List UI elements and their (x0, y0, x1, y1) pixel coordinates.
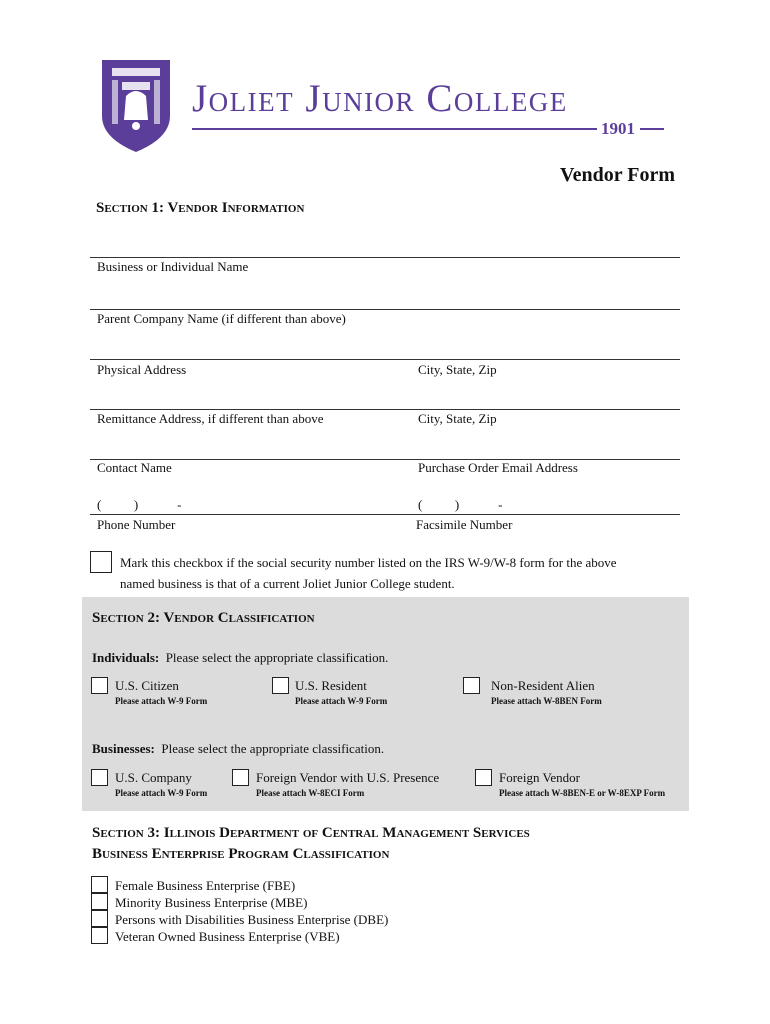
student-checkbox[interactable] (90, 551, 112, 573)
parent-company-field[interactable] (90, 328, 680, 356)
us-company-checkbox[interactable] (91, 769, 108, 786)
foreign-vendor-us-presence-note: Please attach W-8ECI Form (256, 788, 365, 798)
contact-name-field[interactable] (90, 477, 410, 495)
individuals-bold: Individuals: (92, 650, 160, 665)
field-rule (90, 409, 680, 410)
college-seal-logo (98, 56, 174, 154)
phone-label: Phone Number (97, 517, 176, 532)
businesses-instruction (92, 741, 384, 757)
section3-heading-line1: Section 3: Illinois Department of Central Management Services (92, 825, 530, 841)
mbe-label: Minority Business Enterprise (MBE) (115, 895, 308, 910)
mbe-checkbox[interactable] (91, 893, 108, 910)
field-rule (90, 257, 680, 258)
remittance-address-label: Remittance Address, if different than above (97, 411, 324, 426)
form-title: Vendor Form (560, 164, 675, 186)
vbe-checkbox[interactable] (91, 927, 108, 944)
student-checkbox-text-line1: Mark this checkbox if the social security number listed on the IRS W-9/W-8 form for the above (120, 555, 617, 570)
field-rule (90, 359, 680, 360)
section2-heading: Section 2: Vendor Classification (92, 610, 315, 626)
foreign-vendor-note: Please attach W-8BEN-E or W-8EXP Form (499, 788, 666, 798)
foreign-vendor-label: Foreign Vendor (499, 770, 581, 785)
us-company-label: U.S. Company (115, 770, 192, 785)
city-state-zip-field[interactable] (415, 378, 680, 406)
logo-rule (192, 128, 597, 130)
fbe-label: Female Business Enterprise (FBE) (115, 878, 296, 893)
individuals-text: Please select the appropriate classification. (165, 650, 389, 665)
us-citizen-checkbox[interactable] (91, 677, 108, 694)
contact-name-label: Contact Name (97, 460, 172, 475)
fbe-checkbox[interactable] (91, 876, 108, 893)
individuals-instruction (92, 650, 388, 666)
remittance-address-field[interactable] (90, 428, 410, 456)
field-rule (90, 459, 680, 460)
student-checkbox-text-line2: named business is that of a current Joliet Junior College student. (120, 576, 455, 591)
remittance-city-state-zip-field[interactable] (415, 428, 680, 456)
college-name: Joliet Junior College (192, 77, 568, 120)
po-email-label: Purchase Order Email Address (418, 460, 578, 475)
city-state-zip-label: City, State, Zip (418, 362, 497, 377)
field-rule (90, 309, 680, 310)
physical-address-label: Physical Address (97, 362, 187, 377)
us-resident-checkbox[interactable] (272, 677, 289, 694)
foreign-vendor-us-presence-label: Foreign Vendor with U.S. Presence (256, 770, 440, 785)
non-resident-alien-label: Non-Resident Alien (491, 678, 595, 693)
section3-heading-line2: Business Enterprise Program Classification (92, 846, 390, 862)
business-name-label: Business or Individual Name (97, 259, 249, 274)
fax-label: Facsimile Number (416, 517, 513, 532)
us-citizen-note: Please attach W-9 Form (115, 696, 208, 706)
businesses-bold: Businesses: (92, 741, 155, 756)
dbe-checkbox[interactable] (91, 910, 108, 927)
field-rule (90, 514, 680, 515)
us-citizen-label: U.S. Citizen (115, 678, 179, 693)
businesses-text: Please select the appropriate classification. (161, 741, 385, 756)
fax-field[interactable]: ( ) - (418, 497, 503, 512)
section1-heading: Section 1: Vendor Information (96, 200, 305, 216)
vbe-label: Veteran Owned Business Enterprise (VBE) (115, 929, 340, 944)
physical-address-field[interactable] (90, 378, 410, 406)
po-email-field[interactable] (415, 477, 680, 495)
logo-rule-end (640, 128, 664, 130)
dbe-label: Persons with Disabilities Business Enterprise (DBE) (115, 912, 389, 927)
business-name-field[interactable] (90, 276, 680, 306)
phone-field[interactable]: ( ) - (97, 497, 182, 512)
foreign-vendor-checkbox[interactable] (475, 769, 492, 786)
us-resident-note: Please attach W-9 Form (295, 696, 388, 706)
remittance-city-state-zip-label: City, State, Zip (418, 411, 497, 426)
non-resident-alien-checkbox[interactable] (463, 677, 480, 694)
us-resident-label: U.S. Resident (295, 678, 367, 693)
founded-year: 1901 (601, 119, 635, 138)
parent-company-label: Parent Company Name (if different than above) (97, 311, 346, 326)
us-company-note: Please attach W-9 Form (115, 788, 208, 798)
foreign-vendor-us-presence-checkbox[interactable] (232, 769, 249, 786)
non-resident-alien-note: Please attach W-8BEN Form (491, 696, 602, 706)
